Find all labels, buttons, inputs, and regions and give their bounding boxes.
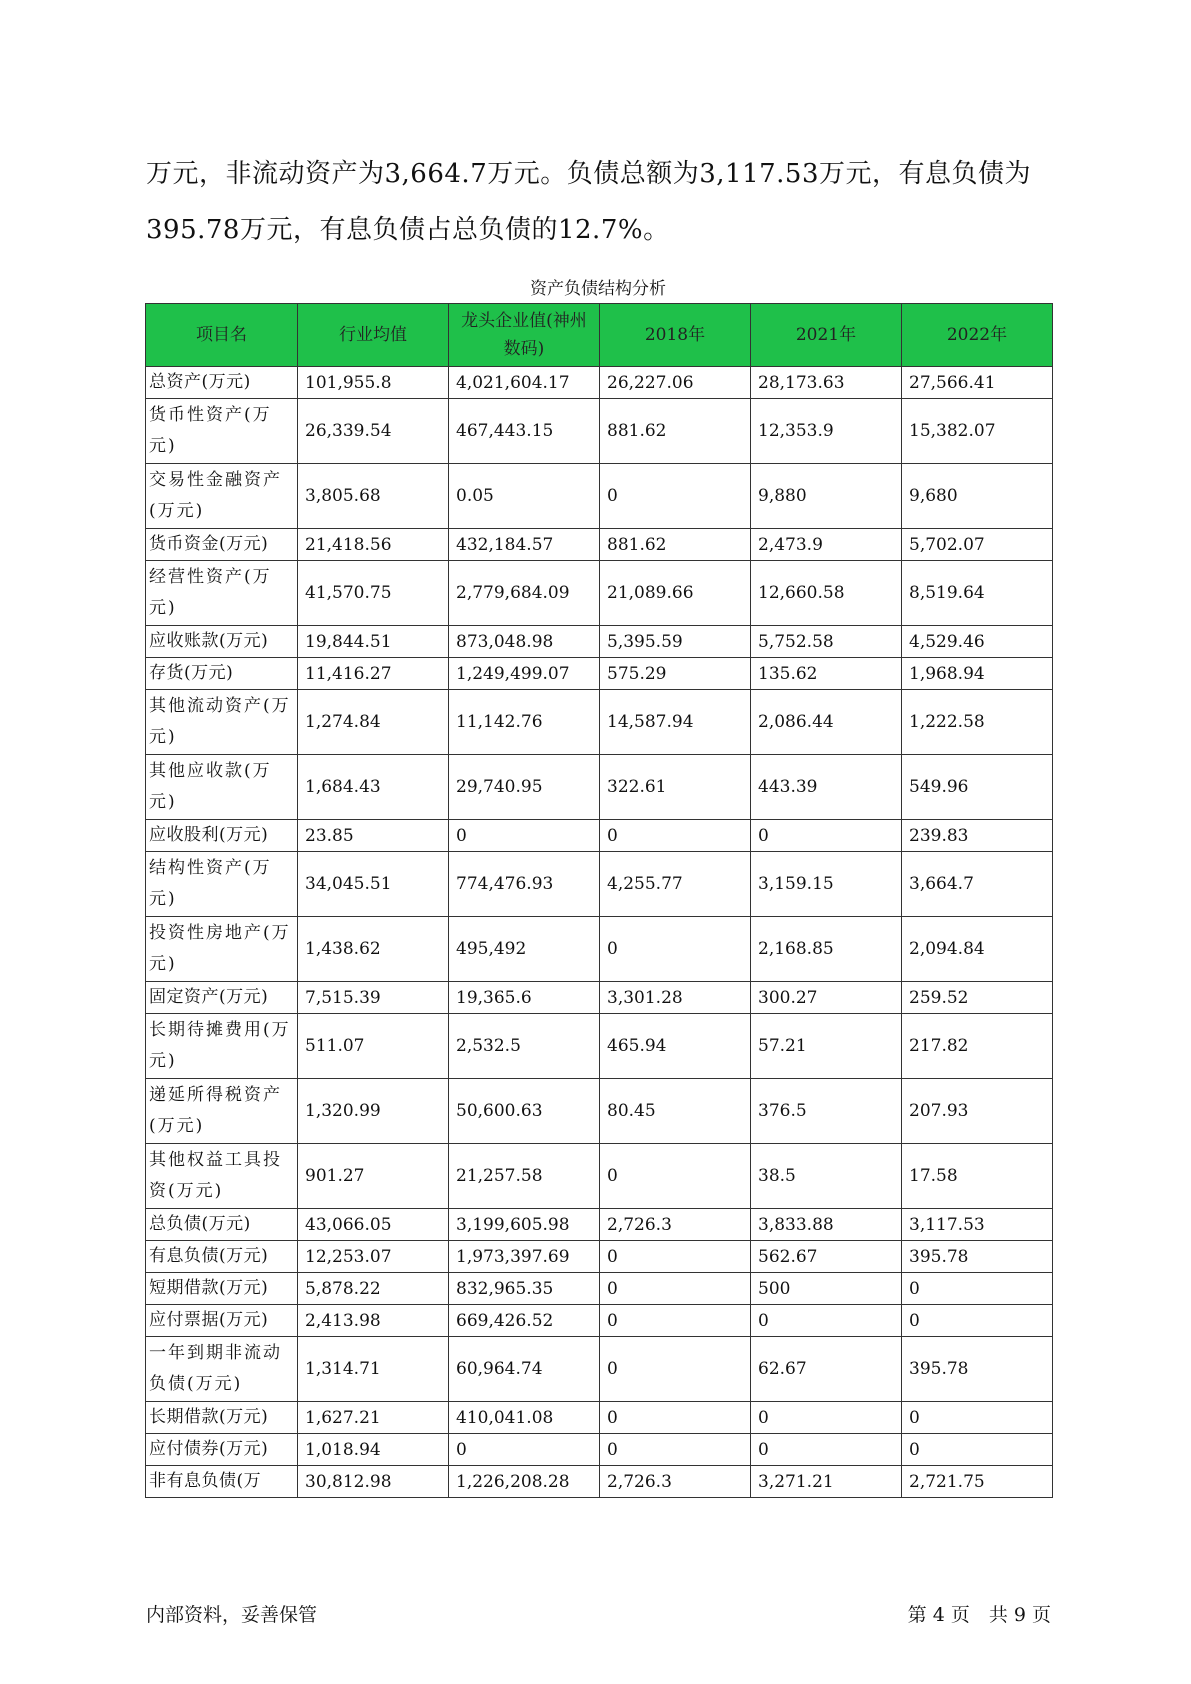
table-cell: 3,301.28 — [600, 982, 751, 1014]
table-cell: 1,973,397.69 — [449, 1241, 600, 1273]
column-header: 2018年 — [600, 304, 751, 367]
table-cell: 23.85 — [298, 820, 449, 852]
table-cell: 774,476.93 — [449, 852, 600, 917]
table-cell: 0 — [600, 820, 751, 852]
column-header: 龙头企业值(神州数码) — [449, 304, 600, 367]
table-cell: 14,587.94 — [600, 690, 751, 755]
table-cell: 0 — [600, 464, 751, 529]
table-cell: 2,779,684.09 — [449, 561, 600, 626]
table-cell: 26,339.54 — [298, 399, 449, 464]
table-cell: 21,089.66 — [600, 561, 751, 626]
table-cell: 135.62 — [751, 658, 902, 690]
table-cell: 0 — [600, 1337, 751, 1402]
row-label: 应收账款(万元) — [146, 626, 298, 658]
table-cell: 443.39 — [751, 755, 902, 820]
table-cell: 9,680 — [902, 464, 1053, 529]
table-cell: 1,684.43 — [298, 755, 449, 820]
row-label: 递延所得税资产(万元) — [146, 1079, 298, 1144]
row-label: 长期借款(万元) — [146, 1402, 298, 1434]
table-cell: 511.07 — [298, 1014, 449, 1079]
table-cell: 873,048.98 — [449, 626, 600, 658]
table-cell: 3,833.88 — [751, 1209, 902, 1241]
table-cell: 562.67 — [751, 1241, 902, 1273]
table-cell: 1,320.99 — [298, 1079, 449, 1144]
table-cell: 300.27 — [751, 982, 902, 1014]
table-row — [146, 1273, 1053, 1305]
table-cell: 2,086.44 — [751, 690, 902, 755]
table-cell: 0 — [449, 820, 600, 852]
table-cell: 30,812.98 — [298, 1466, 449, 1498]
table-cell: 322.61 — [600, 755, 751, 820]
table-cell: 4,021,604.17 — [449, 367, 600, 399]
table-cell: 1,018.94 — [298, 1434, 449, 1466]
table-cell: 5,702.07 — [902, 529, 1053, 561]
row-label: 固定资产(万元) — [146, 982, 298, 1014]
table-cell: 376.5 — [751, 1079, 902, 1144]
table-cell: 1,226,208.28 — [449, 1466, 600, 1498]
row-label: 投资性房地产(万元) — [146, 917, 298, 982]
table-cell: 467,443.15 — [449, 399, 600, 464]
table-cell: 0 — [600, 1434, 751, 1466]
table-cell: 12,253.07 — [298, 1241, 449, 1273]
table-cell: 17.58 — [902, 1144, 1053, 1209]
table-row — [146, 1144, 1053, 1209]
table-cell: 80.45 — [600, 1079, 751, 1144]
table-row — [146, 1434, 1053, 1466]
table-row — [146, 982, 1053, 1014]
table-cell: 3,664.7 — [902, 852, 1053, 917]
row-label: 结构性资产(万元) — [146, 852, 298, 917]
table-cell: 57.21 — [751, 1014, 902, 1079]
table-cell: 0 — [600, 1273, 751, 1305]
table-cell: 3,199,605.98 — [449, 1209, 600, 1241]
table-cell: 410,041.08 — [449, 1402, 600, 1434]
table-cell: 2,532.5 — [449, 1014, 600, 1079]
table-cell: 669,426.52 — [449, 1305, 600, 1337]
table-cell: 207.93 — [902, 1079, 1053, 1144]
table-cell: 101,955.8 — [298, 367, 449, 399]
row-label: 总负债(万元) — [146, 1209, 298, 1241]
table-row — [146, 561, 1053, 626]
table-cell: 21,418.56 — [298, 529, 449, 561]
table-cell: 0 — [600, 917, 751, 982]
table-cell: 0 — [902, 1434, 1053, 1466]
table-cell: 19,844.51 — [298, 626, 449, 658]
table-cell: 5,878.22 — [298, 1273, 449, 1305]
table-cell: 41,570.75 — [298, 561, 449, 626]
column-header: 项目名 — [146, 304, 298, 367]
table-cell: 1,627.21 — [298, 1402, 449, 1434]
table-cell: 0 — [751, 1305, 902, 1337]
table-cell: 19,365.6 — [449, 982, 600, 1014]
row-label: 应收股利(万元) — [146, 820, 298, 852]
table-row — [146, 1241, 1053, 1273]
table-row — [146, 1209, 1053, 1241]
intro-line-2: 395.78万元，有息负债占总负债的12.7%。 — [146, 215, 670, 245]
row-label: 存货(万元) — [146, 658, 298, 690]
table-cell: 0 — [751, 820, 902, 852]
table-cell: 2,726.3 — [600, 1466, 751, 1498]
table-cell: 881.62 — [600, 399, 751, 464]
table-cell: 8,519.64 — [902, 561, 1053, 626]
table-cell: 2,726.3 — [600, 1209, 751, 1241]
table-row — [146, 1305, 1053, 1337]
row-label: 短期借款(万元) — [146, 1273, 298, 1305]
table-row — [146, 367, 1053, 399]
table-cell: 832,965.35 — [449, 1273, 600, 1305]
column-header: 行业均值 — [298, 304, 449, 367]
table-cell: 0 — [600, 1402, 751, 1434]
confidential-notice: 内部资料，妥善保管 — [146, 1604, 318, 1626]
table-caption: 资产负债结构分析 — [530, 279, 666, 299]
table-cell: 2,721.75 — [902, 1466, 1053, 1498]
table-cell: 38.5 — [751, 1144, 902, 1209]
table-cell: 5,395.59 — [600, 626, 751, 658]
table-cell: 50,600.63 — [449, 1079, 600, 1144]
table-cell: 259.52 — [902, 982, 1053, 1014]
table-cell: 2,094.84 — [902, 917, 1053, 982]
intro-paragraph — [146, 146, 1056, 258]
table-cell: 0 — [902, 1273, 1053, 1305]
table-cell: 28,173.63 — [751, 367, 902, 399]
table-row — [146, 399, 1053, 464]
column-header: 2022年 — [902, 304, 1053, 367]
table-cell: 575.29 — [600, 658, 751, 690]
row-label: 长期待摊费用(万元) — [146, 1014, 298, 1079]
row-label: 非有息负债(万 — [146, 1466, 298, 1498]
table-cell: 4,255.77 — [600, 852, 751, 917]
table-cell: 0 — [600, 1241, 751, 1273]
table-cell: 43,066.05 — [298, 1209, 449, 1241]
table-cell: 901.27 — [298, 1144, 449, 1209]
row-label: 一年到期非流动负债(万元) — [146, 1337, 298, 1402]
row-label: 应付票据(万元) — [146, 1305, 298, 1337]
table-cell: 549.96 — [902, 755, 1053, 820]
table-cell: 21,257.58 — [449, 1144, 600, 1209]
table-cell: 0 — [902, 1402, 1053, 1434]
table-cell: 1,274.84 — [298, 690, 449, 755]
table-cell: 26,227.06 — [600, 367, 751, 399]
table-cell: 27,566.41 — [902, 367, 1053, 399]
table-cell: 3,159.15 — [751, 852, 902, 917]
row-label: 其他流动资产(万元) — [146, 690, 298, 755]
table-cell: 3,805.68 — [298, 464, 449, 529]
table-cell: 395.78 — [902, 1241, 1053, 1273]
table-cell: 881.62 — [600, 529, 751, 561]
page-number: 第 4 页 共 9 页 — [907, 1604, 1051, 1626]
table-cell: 12,660.58 — [751, 561, 902, 626]
table-row — [146, 755, 1053, 820]
table-cell: 11,416.27 — [298, 658, 449, 690]
table-cell: 0 — [449, 1434, 600, 1466]
table-cell: 395.78 — [902, 1337, 1053, 1402]
row-label: 总资产(万元) — [146, 367, 298, 399]
table-cell: 465.94 — [600, 1014, 751, 1079]
table-cell: 1,249,499.07 — [449, 658, 600, 690]
column-header: 2021年 — [751, 304, 902, 367]
table-cell: 0 — [600, 1144, 751, 1209]
table-cell: 0 — [751, 1434, 902, 1466]
table-row — [146, 1079, 1053, 1144]
table-cell: 0 — [751, 1402, 902, 1434]
table-row — [146, 917, 1053, 982]
table-cell: 217.82 — [902, 1014, 1053, 1079]
table-row — [146, 1014, 1053, 1079]
table-row — [146, 529, 1053, 561]
table-cell: 3,117.53 — [902, 1209, 1053, 1241]
table-cell: 432,184.57 — [449, 529, 600, 561]
row-label: 交易性金融资产(万元) — [146, 464, 298, 529]
table-cell: 7,515.39 — [298, 982, 449, 1014]
table-cell: 2,473.9 — [751, 529, 902, 561]
table-cell: 0.05 — [449, 464, 600, 529]
table-cell: 3,271.21 — [751, 1466, 902, 1498]
row-label: 应付债券(万元) — [146, 1434, 298, 1466]
row-label: 其他应收款(万元) — [146, 755, 298, 820]
table-cell: 4,529.46 — [902, 626, 1053, 658]
table-cell: 495,492 — [449, 917, 600, 982]
table-cell: 34,045.51 — [298, 852, 449, 917]
table-cell: 0 — [600, 1305, 751, 1337]
table-cell: 2,413.98 — [298, 1305, 449, 1337]
table-cell: 0 — [902, 1305, 1053, 1337]
table-cell: 60,964.74 — [449, 1337, 600, 1402]
balance-sheet-table — [145, 303, 1053, 1498]
table-row — [146, 820, 1053, 852]
table-cell: 5,752.58 — [751, 626, 902, 658]
table-row — [146, 626, 1053, 658]
table-header-row — [146, 304, 1053, 367]
table-cell: 12,353.9 — [751, 399, 902, 464]
table-row — [146, 690, 1053, 755]
table-row — [146, 1402, 1053, 1434]
row-label: 其他权益工具投资(万元) — [146, 1144, 298, 1209]
table-cell: 2,168.85 — [751, 917, 902, 982]
table-cell: 1,222.58 — [902, 690, 1053, 755]
table-cell: 500 — [751, 1273, 902, 1305]
table-cell: 11,142.76 — [449, 690, 600, 755]
table-cell: 239.83 — [902, 820, 1053, 852]
row-label: 经营性资产(万元) — [146, 561, 298, 626]
table-row — [146, 658, 1053, 690]
table-cell: 1,314.71 — [298, 1337, 449, 1402]
table-cell: 62.67 — [751, 1337, 902, 1402]
row-label: 货币资金(万元) — [146, 529, 298, 561]
row-label: 货币性资产(万元) — [146, 399, 298, 464]
intro-line-1: 万元，非流动资产为3,664.7万元。负债总额为3,117.53万元，有息负债为 — [146, 159, 1032, 189]
table-row — [146, 1466, 1053, 1498]
table-row — [146, 852, 1053, 917]
table-row — [146, 464, 1053, 529]
table-row — [146, 1337, 1053, 1402]
table-cell: 9,880 — [751, 464, 902, 529]
table-cell: 1,438.62 — [298, 917, 449, 982]
table-cell: 1,968.94 — [902, 658, 1053, 690]
row-label: 有息负债(万元) — [146, 1241, 298, 1273]
table-cell: 29,740.95 — [449, 755, 600, 820]
table-cell: 15,382.07 — [902, 399, 1053, 464]
